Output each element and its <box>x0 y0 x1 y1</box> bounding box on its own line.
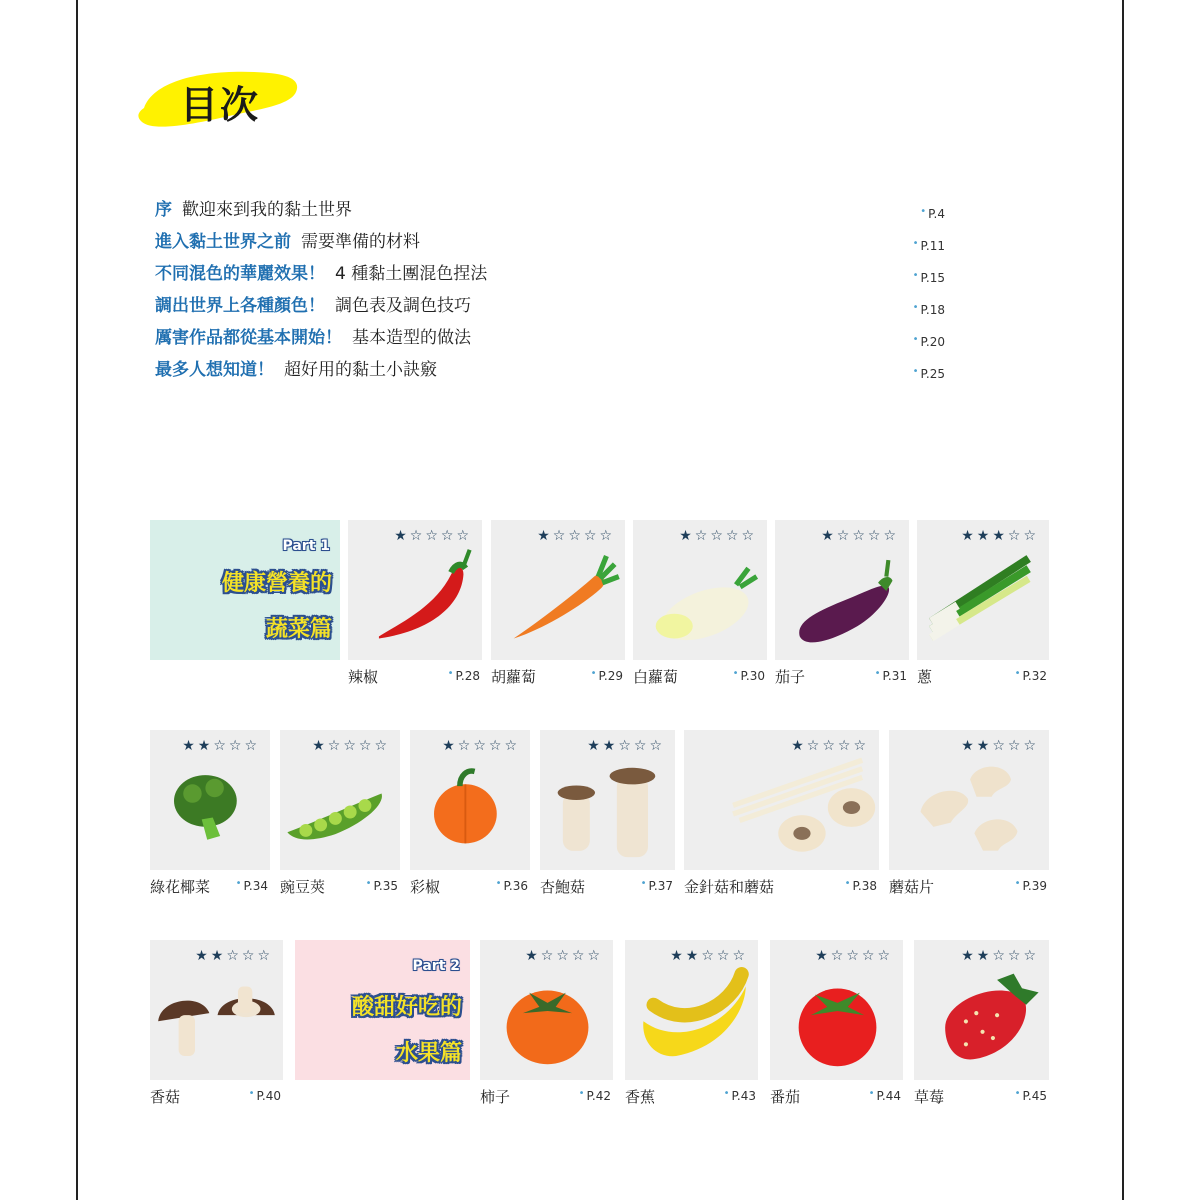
toc-row[interactable] <box>155 228 945 260</box>
recipe-card[interactable] <box>889 730 1049 898</box>
dot-icon: • <box>844 878 851 889</box>
difficulty-stars: ★☆☆☆☆ <box>821 528 899 544</box>
part1-banner <box>150 520 340 660</box>
dot-icon: • <box>912 366 919 377</box>
difficulty-stars: ★☆☆☆☆ <box>312 738 390 754</box>
recipe-photo <box>150 940 283 1080</box>
recipe-name: 蘑菇片 <box>889 878 935 896</box>
toc-page: • P.15 <box>912 270 945 285</box>
recipe-photo <box>914 940 1049 1080</box>
toc-desc: 基本造型的做法 <box>352 328 471 348</box>
toc-page: • P.18 <box>912 302 945 317</box>
recipe-card[interactable] <box>348 520 482 688</box>
recipe-photo <box>889 730 1049 870</box>
recipe-name: 柿子 <box>480 1088 511 1106</box>
toc-row[interactable] <box>155 356 945 388</box>
recipe-page: • P.28 <box>447 668 480 683</box>
recipe-page: • P.36 <box>495 878 528 893</box>
recipe-card[interactable] <box>633 520 767 688</box>
recipe-page: • P.37 <box>640 878 673 893</box>
recipe-photo <box>150 730 270 870</box>
recipe-card[interactable] <box>540 730 675 898</box>
recipe-card[interactable] <box>150 940 283 1108</box>
toc-row[interactable] <box>155 292 945 324</box>
recipe-name: 香蕉 <box>625 1088 656 1106</box>
recipe-card[interactable] <box>491 520 625 688</box>
recipe-photo <box>684 730 879 870</box>
difficulty-stars: ★☆☆☆☆ <box>525 948 603 964</box>
difficulty-stars: ★★☆☆☆ <box>961 738 1039 754</box>
recipe-card[interactable] <box>625 940 758 1108</box>
recipe-name: 香菇 <box>150 1088 181 1106</box>
difficulty-stars: ★☆☆☆☆ <box>791 738 869 754</box>
recipe-card[interactable] <box>480 940 613 1108</box>
toc-page: • P.4 <box>920 206 945 221</box>
dot-icon: • <box>912 238 919 249</box>
difficulty-stars: ★☆☆☆☆ <box>679 528 757 544</box>
recipe-name: 草莓 <box>914 1088 945 1106</box>
recipe-name: 番茄 <box>770 1088 801 1106</box>
dot-icon: • <box>248 1088 255 1099</box>
recipe-page: • P.43 <box>723 1088 756 1103</box>
recipe-page: • P.42 <box>578 1088 611 1103</box>
difficulty-stars: ★★☆☆☆ <box>961 948 1039 964</box>
toc-desc: 4 種黏土團混色捏法 <box>335 264 488 284</box>
recipe-card[interactable] <box>917 520 1049 688</box>
dot-icon: • <box>912 270 919 281</box>
toc-page: • P.11 <box>912 238 945 253</box>
recipe-page: • P.40 <box>248 1088 281 1103</box>
difficulty-stars: ★★☆☆☆ <box>587 738 665 754</box>
recipe-photo <box>280 730 400 870</box>
dot-icon: • <box>912 334 919 345</box>
recipe-page: • P.32 <box>1014 668 1047 683</box>
recipe-page: • P.30 <box>732 668 765 683</box>
recipe-card[interactable] <box>775 520 909 688</box>
toc-key: 不同混色的華麗效果！ <box>155 264 325 284</box>
recipe-name: 金針菇和蘑菇 <box>684 878 775 896</box>
recipe-page: • P.39 <box>1014 878 1047 893</box>
recipe-photo <box>491 520 625 660</box>
part-title: 蔬菜篇 <box>265 617 332 642</box>
recipe-photo <box>540 730 675 870</box>
dot-icon: • <box>874 668 881 679</box>
difficulty-stars: ★★☆☆☆ <box>670 948 748 964</box>
part-title: 健康營養的 <box>221 571 332 596</box>
recipe-photo <box>770 940 903 1080</box>
toc-key: 最多人想知道！ <box>155 360 274 380</box>
recipe-name: 彩椒 <box>410 878 441 896</box>
dot-icon: • <box>723 1088 730 1099</box>
recipe-page: • P.45 <box>1014 1088 1047 1103</box>
toc-key: 序 <box>155 200 172 220</box>
toc-key: 進入黏土世界之前 <box>155 232 291 252</box>
dot-icon: • <box>447 668 454 679</box>
part-title: 水果篇 <box>395 1041 462 1066</box>
dot-icon: • <box>578 1088 585 1099</box>
recipe-photo <box>410 730 530 870</box>
recipe-photo <box>917 520 1049 660</box>
toc-row[interactable] <box>155 324 945 356</box>
dot-icon: • <box>912 302 919 313</box>
toc-page: • P.25 <box>912 366 945 381</box>
table-of-contents <box>155 196 945 388</box>
recipe-photo <box>775 520 909 660</box>
recipe-name: 杏鮑菇 <box>540 878 586 896</box>
toc-row[interactable] <box>155 196 945 228</box>
recipe-name: 綠花椰菜 <box>150 878 211 896</box>
recipe-card[interactable] <box>410 730 530 898</box>
dot-icon: • <box>495 878 502 889</box>
recipe-card[interactable] <box>770 940 903 1108</box>
toc-desc: 調色表及調色技巧 <box>335 296 471 316</box>
toc-key: 調出世界上各種顏色！ <box>155 296 325 316</box>
recipe-page: • P.44 <box>868 1088 901 1103</box>
dot-icon: • <box>732 668 739 679</box>
dot-icon: • <box>1014 668 1021 679</box>
recipe-name: 白蘿蔔 <box>633 668 679 686</box>
difficulty-stars: ★☆☆☆☆ <box>815 948 893 964</box>
difficulty-stars: ★☆☆☆☆ <box>442 738 520 754</box>
recipe-name: 茄子 <box>775 668 806 686</box>
difficulty-stars: ★☆☆☆☆ <box>537 528 615 544</box>
difficulty-stars: ★★★☆☆ <box>961 528 1039 544</box>
toc-page: • P.20 <box>912 334 945 349</box>
dot-icon: • <box>1014 1088 1021 1099</box>
difficulty-stars: ★★☆☆☆ <box>182 738 260 754</box>
recipe-name: 胡蘿蔔 <box>491 668 537 686</box>
toc-desc: 需要準備的材料 <box>301 232 420 252</box>
recipe-photo <box>480 940 613 1080</box>
recipe-page: • P.31 <box>874 668 907 683</box>
recipe-name: 蔥 <box>917 668 933 686</box>
recipe-card[interactable] <box>684 730 879 898</box>
recipe-name: 辣椒 <box>348 668 379 686</box>
toc-key: 厲害作品都從基本開始！ <box>155 328 342 348</box>
recipe-card[interactable] <box>150 730 270 898</box>
part-tag: Part 1 <box>282 538 330 554</box>
dot-icon: • <box>640 878 647 889</box>
recipe-photo <box>348 520 482 660</box>
recipe-page: • P.38 <box>844 878 877 893</box>
part-tag: Part 2 <box>412 958 460 974</box>
dot-icon: • <box>920 206 927 217</box>
recipe-photo <box>633 520 767 660</box>
dot-icon: • <box>1014 878 1021 889</box>
part-title: 酸甜好吃的 <box>351 995 462 1020</box>
dot-icon: • <box>365 878 372 889</box>
recipe-name: 豌豆莢 <box>280 878 326 896</box>
recipe-page: • P.34 <box>235 878 268 893</box>
recipe-card[interactable] <box>914 940 1049 1108</box>
recipe-photo <box>625 940 758 1080</box>
dot-icon: • <box>868 1088 875 1099</box>
recipe-page: • P.35 <box>365 878 398 893</box>
toc-row[interactable] <box>155 260 945 292</box>
difficulty-stars: ★★☆☆☆ <box>195 948 273 964</box>
dot-icon: • <box>590 668 597 679</box>
recipe-card[interactable] <box>280 730 400 898</box>
dot-icon: • <box>235 878 242 889</box>
toc-desc: 超好用的黏土小訣竅 <box>284 360 437 380</box>
page-title: 目次 <box>180 83 261 127</box>
part2-banner <box>295 940 470 1080</box>
recipe-page: • P.29 <box>590 668 623 683</box>
difficulty-stars: ★☆☆☆☆ <box>394 528 472 544</box>
toc-desc: 歡迎來到我的黏土世界 <box>182 200 352 220</box>
